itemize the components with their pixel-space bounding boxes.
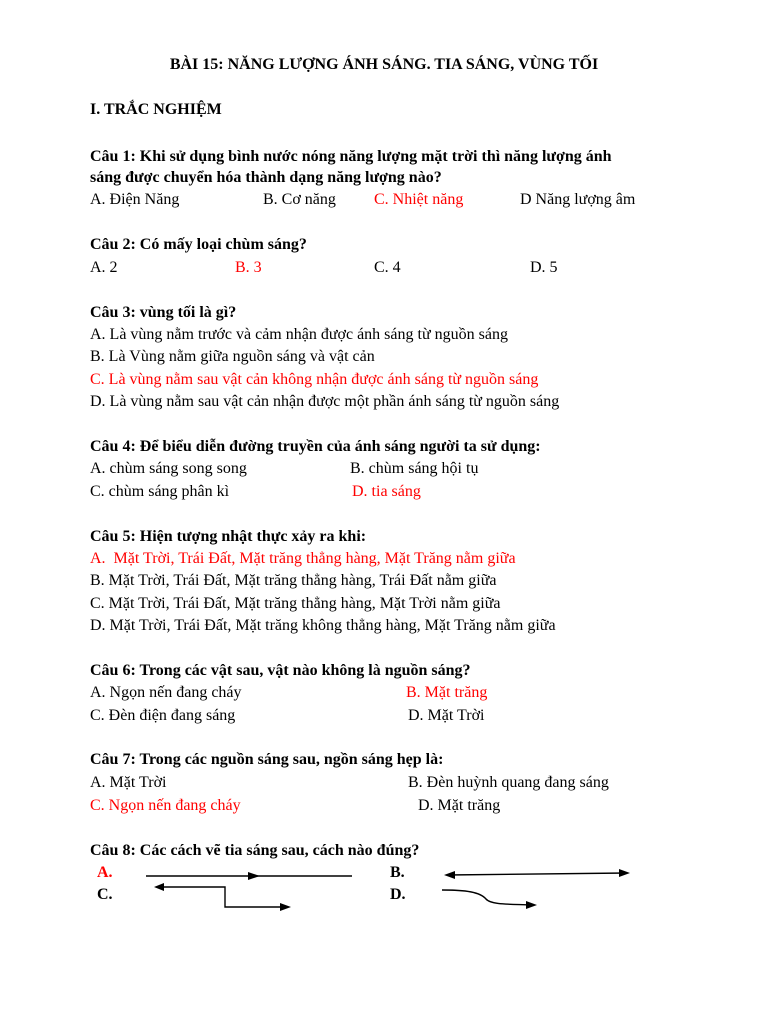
page-title: BÀI 15: NĂNG LƯỢNG ÁNH SÁNG. TIA SÁNG, VÙNG TỐI xyxy=(169,56,599,73)
option-a: A. 2 xyxy=(90,259,118,276)
question-stem: Câu 6: Trong các vật sau, vật nào không là nguồn sáng? xyxy=(90,662,471,679)
question-stem: sáng được chuyển hóa thành dạng năng lượng nào? xyxy=(90,169,442,186)
option-d: D. Mặt trăng xyxy=(418,797,501,814)
option-c: C. Nhiệt năng xyxy=(374,191,464,208)
question-stem: Câu 3: vùng tối là gì? xyxy=(90,304,237,321)
option-d: D. tia sáng xyxy=(352,483,421,500)
option-a: A. xyxy=(97,864,113,881)
section-heading: I. TRẮC NGHIỆM xyxy=(90,101,222,118)
option-b: B. chùm sáng hội tụ xyxy=(350,460,479,477)
option-d: D. xyxy=(390,886,406,903)
option-a: A. chùm sáng song song xyxy=(90,460,247,477)
question-stem: Câu 5: Hiện tượng nhật thực xảy ra khi: xyxy=(90,528,367,545)
question-stem: Câu 1: Khi sử dụng bình nước nóng năng lượng mặt trời thì năng lượng ánh xyxy=(90,148,612,165)
option-d: D. Mặt Trời, Trái Đất, Mặt trăng không thẳng hàng, Mặt Trăng nằm giữa xyxy=(90,617,556,634)
option-c: C. xyxy=(97,886,113,903)
stepped-arrow-icon xyxy=(150,878,300,914)
option-c: C. Là vùng nằm sau vật cản không nhận được ánh sáng từ nguồn sáng xyxy=(90,371,539,388)
option-a: A. Là vùng nằm trước và cảm nhận được ánh sáng từ nguồn sáng xyxy=(90,326,508,343)
option-b: B. 3 xyxy=(235,259,262,276)
option-c: C. Mặt Trời, Trái Đất, Mặt trăng thẳng hàng, Mặt Trời nằm giữa xyxy=(90,595,501,612)
option-d: D. 5 xyxy=(530,259,558,276)
option-a: A. Mặt Trời, Trái Đất, Mặt trăng thẳng hàng, Mặt Trăng nằm giữa xyxy=(90,550,516,567)
option-b: B. Đèn huỳnh quang đang sáng xyxy=(408,774,609,791)
option-c: C. 4 xyxy=(374,259,401,276)
question-stem: Câu 7: Trong các nguồn sáng sau, ngồn sáng hẹp là: xyxy=(90,751,444,768)
option-d: D. Mặt Trời xyxy=(408,707,485,724)
option-b: B. Cơ năng xyxy=(263,191,336,208)
option-c: C. Đèn điện đang sáng xyxy=(90,707,236,724)
option-b: B. xyxy=(390,864,405,881)
option-a: A. Ngọn nến đang cháy xyxy=(90,684,242,701)
option-d: D. Là vùng nằm sau vật cản nhận được một phần ánh sáng từ nguồn sáng xyxy=(90,393,560,410)
option-a: A. Mặt Trời xyxy=(90,774,167,791)
option-b: B. Mặt trăng xyxy=(406,684,488,701)
option-a: A. Điện Năng xyxy=(90,191,180,208)
curved-arrow-icon xyxy=(436,880,546,914)
question-stem: Câu 4: Để biểu diễn đường truyền của ánh sáng người ta sử dụng: xyxy=(90,438,541,455)
option-b: B. Là Vùng nằm giữa nguồn sáng và vật cản xyxy=(90,348,375,365)
option-c: C. Ngọn nến đang cháy xyxy=(90,797,241,814)
option-b: B. Mặt Trời, Trái Đất, Mặt trăng thẳng hàng, Trái Đất nằm giữa xyxy=(90,572,497,589)
option-c: C. chùm sáng phân kì xyxy=(90,483,230,500)
option-d: D Năng lượng âm xyxy=(520,191,636,208)
question-stem: Câu 2: Có mấy loại chùm sáng? xyxy=(90,236,307,253)
question-stem: Câu 8: Các cách vẽ tia sáng sau, cách nào đúng? xyxy=(90,842,420,859)
